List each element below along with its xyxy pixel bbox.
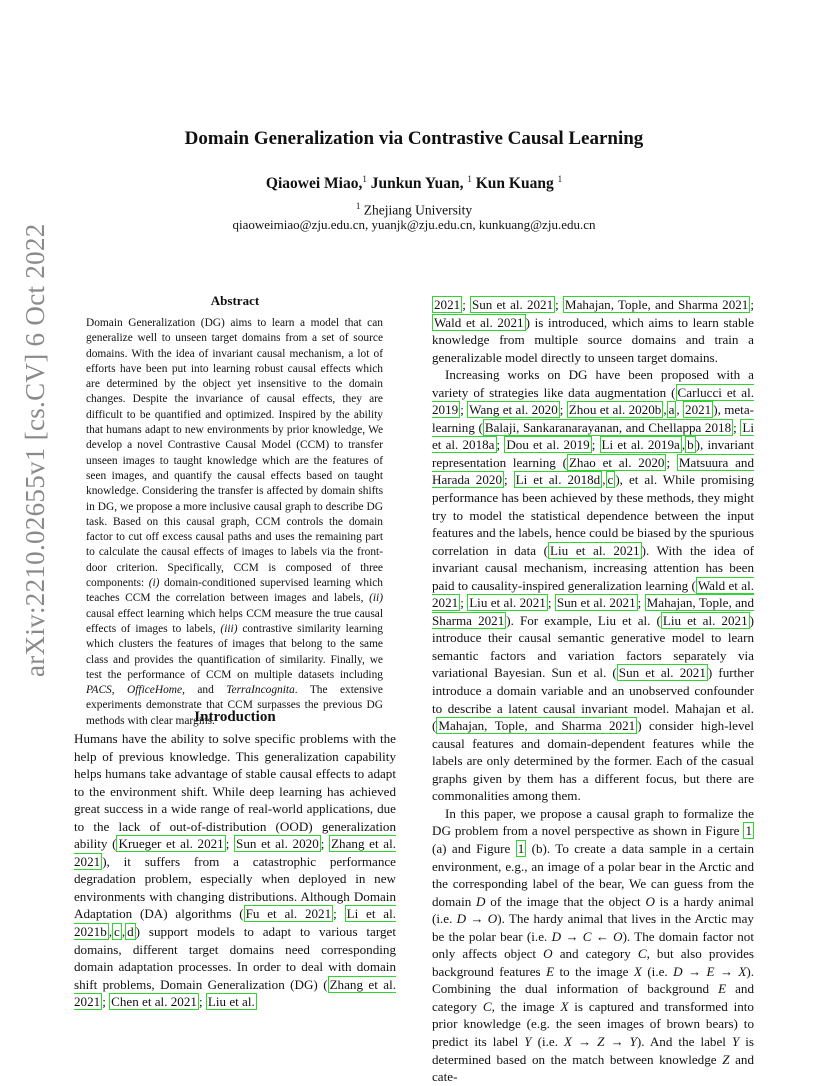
text-run: and category (432, 981, 754, 1014)
text-run: to the image (554, 963, 634, 979)
text-run: ; (504, 472, 514, 488)
text-run: ). Combining the dual information of background (432, 963, 755, 997)
math-expression: E (546, 963, 555, 979)
citation-link[interactable]: Fu et al. 2021 (245, 906, 332, 922)
text-run: ). For example, Liu et al. ( (506, 612, 661, 628)
text-run: , but also provides background features (432, 946, 754, 979)
text-run: ; (559, 402, 567, 418)
text-run: ; (225, 836, 235, 852)
text-run: ), et al. While promising performance has been achieved by these methods, they might try to model the statistical dependence between the input features and the labels, hence could be biased by the spurious correlation in data ( (432, 472, 754, 558)
math-expression: Y (524, 1033, 532, 1049)
text-run: ). And the label (636, 1033, 732, 1049)
author-affil-mark: 1 (557, 174, 563, 184)
citation-link[interactable]: Zhang et al. 2021 (74, 836, 397, 869)
abstract-body (86, 316, 383, 729)
text-run: , the image (491, 998, 561, 1014)
text-run: ). With the idea of invariant causal mechanism, increasing attention has been paid to causality-inspired generalization learning ( (432, 542, 754, 593)
affiliation (0, 201, 828, 219)
author-emails: qiaoweimiao@zju.edu.cn, yuanjk@zju.edu.cn, kunkuang@zju.edu.cn (232, 217, 596, 232)
text-run: ; (750, 297, 754, 312)
citation-link[interactable]: c (607, 472, 614, 488)
citation-link[interactable]: Wald et al. 2021 (434, 314, 524, 330)
dataset-name: OfficeHome (127, 684, 183, 697)
abstract-text: domain-conditioned supervised learning which teaches CCM the correlation between images and labels, (86, 577, 383, 605)
math-expression: D (476, 893, 486, 909)
abstract-item-marker: (i) (148, 577, 160, 590)
affiliation-name: Zhejiang University (363, 202, 473, 218)
abstract-heading: Abstract (210, 293, 260, 308)
author-affil-mark: 1 (362, 174, 367, 184)
text-run: ), it suffers from a catastrophic performance degradation problem, especially when deployed in new environments with changing distributions. Although Domain Adaptation (DA) algorithms ( (74, 853, 396, 922)
citation-link[interactable]: 1 (517, 840, 525, 856)
text-run: , (108, 924, 113, 940)
citation-link[interactable]: Liu et al. (207, 994, 255, 1010)
text-run: ), meta-learning ( (432, 402, 754, 435)
abstract-item-marker: (iii) (220, 622, 238, 635)
math-expression: D → E → X (673, 963, 747, 979)
citation-link[interactable]: Mahajan, Tople, and Sharma 2021 (438, 718, 636, 734)
author-name: Kun Kuang (475, 175, 554, 193)
citation-link[interactable]: Zhao et al. 2020 (568, 454, 665, 470)
text-run: and category (552, 946, 638, 962)
affiliation-mark: 1 (355, 201, 361, 211)
math-expression: X (560, 998, 569, 1014)
text-run: , (663, 402, 667, 418)
citation-link[interactable]: Krueger et al. 2021 (118, 836, 224, 852)
text-run: ). The hardy animal that lives in the Arctic may be the polar bear (i.e. (432, 911, 754, 944)
text-run: ; (547, 595, 555, 611)
citation-link[interactable]: Balaji, Sankaranarayanan, and Chellappa 2018 (484, 419, 732, 435)
text-run: is a hardy animal (i.e. (432, 893, 754, 927)
text-run: , (121, 924, 126, 940)
citation-link[interactable]: Mahajan, Tople, and Sharma 2021 (432, 595, 754, 628)
intro-paragraph-1 (74, 730, 396, 1011)
author-affil-mark: 1 (467, 174, 472, 184)
text-run: ; (555, 297, 563, 312)
text-run: Humans have the ability to solve specific problems with the help of previous knowledge. This generalization capability helps humans take advantage of stable causal effects to adapt to the environment shift. While deep learning has achieved great success in a wide range of real-world applications, due to the lack of out-of-distribution (OOD) generalization ability ( (74, 731, 396, 852)
citation-link[interactable]: a (668, 402, 675, 418)
abstract-item-marker: (ii) (369, 592, 383, 605)
text-run: (b). To create a data sample in a certain environment, e.g., an image of a polar bear in the Arctic and the corresponding label of the bear, We can guess from the domain (432, 840, 754, 909)
citation-link[interactable]: 2021 (685, 402, 712, 418)
text-run: , (676, 402, 684, 418)
text-run: ; (198, 994, 206, 1010)
text-run: ) consider high-level causal features and domain-dependent features while the labels are only determined by the former. Each of the casual graphs given by them has a different focus, but there are commonalities among them. (432, 718, 754, 804)
math-expression: D → O (456, 911, 498, 927)
math-expression: C (482, 998, 492, 1014)
citation-link[interactable]: Chen et al. 2021 (111, 994, 197, 1010)
abstract-text: Domain Generalization (DG) aims to learn a model that can generalize well to unseen target domains from a set of source domains. With the idea of invariant causal mechanism, a lot of efforts have been put into learning robust causal effects which are determined by the object yet insensitive to the domain changes. Despite the invariance of causal effects, they are difficult to be quantified and optimized. Inspired by the ability that humans adapt to new environments by prior knowledge, We develop a novel Contrastive Causal Model (CCM) to transfer unseen images to taught knowledge which are the features of seen images, and quantify the causal effects based on taught knowledge. Considering the transfer is affected by domain shifts in DG, we propose a more inclusive causal graph to describe DG task. Based on this causal graph, CCM controls the domain factor to cut off excess causal paths and uses the remaining part to calculate the causal effects of images to labels via the front-door criterion. Specifically, CCM is composed of three components: (86, 317, 383, 590)
text-run: ; (460, 402, 468, 418)
citation-link[interactable]: Liu et al. 2021 (469, 595, 546, 611)
text-run: ; (460, 595, 468, 611)
citation-link[interactable]: Dou et al. 2019 (506, 437, 590, 453)
arxiv-identifier: arXiv:2210.02655v1 [cs.CV] 6 Oct 2022 (20, 223, 50, 677)
dataset-name: PACS (86, 684, 112, 697)
intro-paragraph-3 (432, 805, 754, 1086)
left-column-text (74, 730, 396, 1011)
intro-paragraph-2 (432, 366, 754, 805)
citation-link[interactable]: Sun et al. 2021 (556, 595, 636, 611)
text-run: ) support models to adapt to various target domains, different target domains need corresponding domain adaptation processes. In order to deal with domain shift problems, Domain Generalization (DG) ( (74, 924, 396, 992)
text-run: ; (333, 906, 345, 922)
text-run: of the image that the object (485, 893, 646, 909)
citation-link[interactable]: Matsuura and Harada 2020 (432, 454, 754, 488)
citation-link[interactable]: Li et al. 2019a (601, 437, 680, 453)
text-run: (a) and Figure (432, 840, 516, 856)
abstract-text: . The extensive experiments demonstrate that CCM surpasses the previous DG methods with clear margins. (86, 684, 383, 727)
right-column-text (432, 296, 754, 1086)
text-run: is captured and transformed into prior knowledge (e.g. the seen images of brown bears) to predict its label (432, 998, 754, 1049)
citation-link[interactable]: c (114, 924, 120, 940)
text-run: ; (733, 419, 741, 435)
citation-link[interactable]: Liu et al. 2021 (550, 542, 640, 558)
text-run: ; (591, 437, 600, 453)
citation-link[interactable]: Sun et al. 2021 (471, 297, 554, 312)
text-run: ). The domain factor not only affects object (432, 928, 754, 962)
math-expression: D → C ← O (551, 928, 623, 944)
text-run: , (602, 472, 606, 488)
math-expression: E (718, 981, 727, 997)
text-run: Increasing works on DG have been proposed with a variety of strategies like data augmentation ( (432, 367, 754, 400)
author-name: Junkun Yuan, (370, 175, 464, 193)
text-run: ) introduce their causal semantic generative model to learn semantic factors and variation factors separately via variational Bayesian. Sun et al. ( (432, 612, 754, 681)
abstract-text: contrastive similarity learning which clusters the features of images that belong to the same class and provides the quantification of similarity. Finally, we test the performance of CCM on multiple datasets including (86, 622, 383, 681)
math-expression: O (543, 946, 553, 962)
text-run: ; (496, 437, 505, 453)
citation-link[interactable]: Zhou et al. 2020b (568, 402, 662, 418)
abstract-text: , and (182, 684, 227, 697)
author-line (0, 174, 828, 193)
text-run: and cate- (432, 1051, 755, 1085)
dataset-name: TerraIncognita (226, 684, 295, 697)
text-run: is determined based on the match between knowledge (432, 1033, 755, 1067)
math-expression: O (645, 893, 655, 909)
citation-link[interactable]: 2021 (434, 297, 461, 312)
citation-link[interactable]: Sun et al. 2021 (618, 665, 706, 681)
text-run: ; (666, 454, 677, 470)
text-run: , (681, 437, 686, 453)
text-run: (i.e. (531, 1033, 565, 1049)
author-name: Qiaowei Miao, (265, 175, 363, 193)
citation-link[interactable]: Mahajan, Tople, and Sharma 2021 (564, 297, 749, 312)
citation-link[interactable]: 1 (745, 823, 752, 839)
text-run: ) is introduced, which aims to learn stable knowledge from multiple source domains and train a generalizable model directly to unseen target domains. (432, 314, 754, 365)
citation-link[interactable]: Wald et al. 2021 (432, 577, 754, 611)
math-expression: C (637, 946, 647, 962)
text-run: (i.e. (641, 963, 674, 979)
citation-link[interactable]: Wang et al. 2020 (469, 402, 558, 418)
intro-paragraph-1-continued (432, 296, 754, 366)
abstract-text: , (111, 684, 128, 697)
citation-link[interactable]: d (127, 924, 134, 940)
citation-link[interactable]: Li et al. 2018a (432, 419, 754, 453)
text-run: In this paper, we propose a causal graph to formalize the DG problem from a novel perspective as shown in Figure (432, 805, 754, 839)
citation-link[interactable]: Sun et al. 2020 (236, 836, 319, 852)
text-run: ; (637, 595, 645, 611)
math-expression: Z (722, 1051, 730, 1067)
paper-title: Domain Generalization via Contrastive Causal Learning (184, 128, 644, 149)
math-expression: Y (731, 1033, 740, 1049)
citation-link[interactable]: Li et al. 2021b (74, 906, 396, 940)
citation-link[interactable]: Liu et al. 2021 (662, 612, 748, 628)
introduction-heading: Introduction (194, 709, 276, 725)
text-run: ), invariant representation learning ( (432, 437, 754, 470)
text-run: ; (320, 836, 330, 852)
abstract-text: causal effect learning which helps CCM measure the true causal effects of images to labels, (86, 607, 383, 635)
citation-link[interactable]: Li et al. 2018d (515, 472, 601, 488)
citation-link[interactable]: Zhang et al. 2021 (74, 976, 396, 1010)
text-run: ; (102, 994, 110, 1010)
math-expression: X → Z → Y (564, 1033, 637, 1049)
text-run: ; (462, 297, 470, 312)
math-expression: X (633, 963, 642, 979)
text-run: ) further introduce a domain variable and an unobserved confounder to describe a latent causal invariant model. Mahajan et al. ( (432, 665, 754, 734)
citation-link[interactable]: b (687, 437, 694, 453)
citation-link[interactable]: Carlucci et al. 2019 (432, 384, 754, 418)
